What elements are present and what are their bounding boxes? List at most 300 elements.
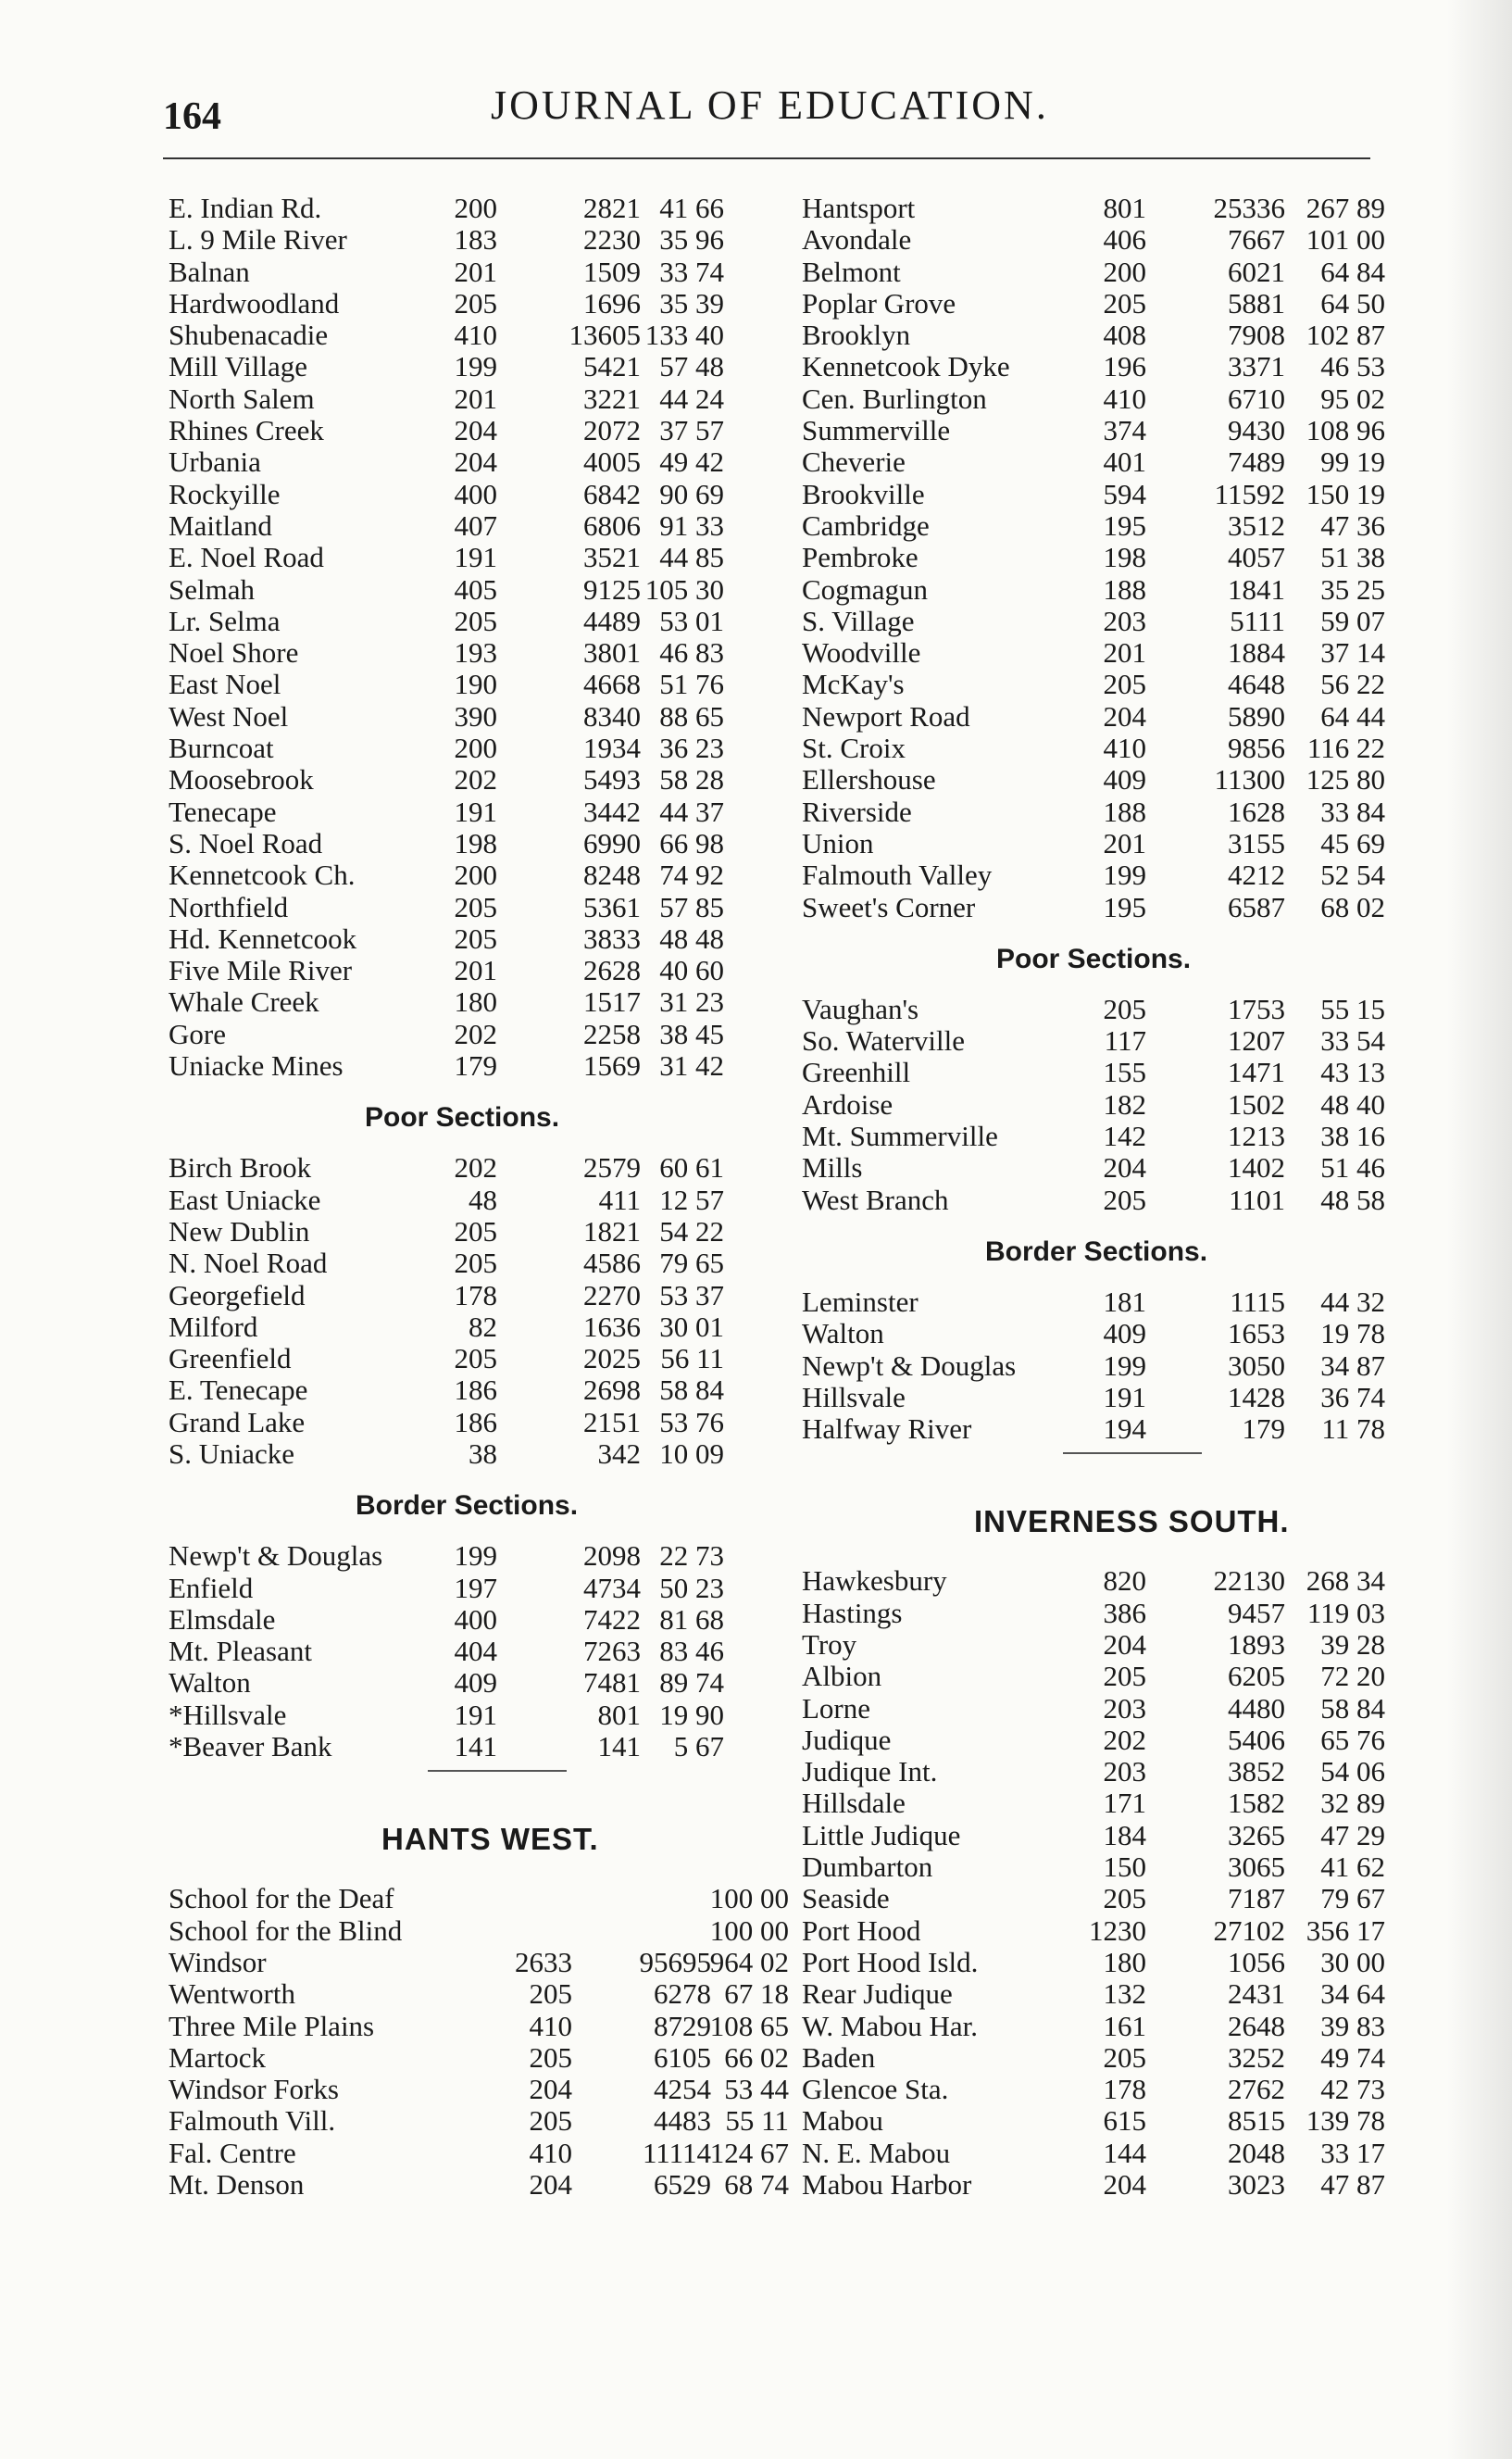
school-section-name: Gore xyxy=(169,1017,226,1050)
pupils-value: 199 xyxy=(454,350,497,383)
pupils-value: 202 xyxy=(454,1017,497,1050)
grant-amount-value: 31 23 xyxy=(659,985,724,1019)
section-heading-text: Poor Sections. xyxy=(365,1102,560,1134)
table-row xyxy=(802,797,1413,828)
total-days-value: 5421 xyxy=(583,350,641,383)
total-days-value: 13605 xyxy=(569,319,641,352)
grant-amount-value: 108 96 xyxy=(1306,414,1385,447)
school-section-name: Northfield xyxy=(169,890,289,923)
table-row xyxy=(802,2074,1413,2105)
school-section-name: Urbania xyxy=(169,445,261,479)
table-row xyxy=(802,637,1413,669)
total-days-value: 1402 xyxy=(1228,1151,1285,1185)
grant-amount-value: 51 46 xyxy=(1320,1151,1385,1185)
school-section-name: West Noel xyxy=(169,699,289,733)
table-row xyxy=(169,701,780,733)
table-row xyxy=(169,669,780,700)
section-heading xyxy=(169,1082,780,1152)
table-row xyxy=(169,574,780,606)
pupils-value: 205 xyxy=(454,1214,497,1248)
total-days-value: 2258 xyxy=(583,1017,641,1050)
total-days-value: 1821 xyxy=(583,1214,641,1248)
grant-amount-value: 36 23 xyxy=(659,732,724,765)
pupils-value: 205 xyxy=(1103,1660,1146,1693)
school-section-name: Leminster xyxy=(802,1285,918,1318)
school-section-name: Whale Creek xyxy=(169,985,319,1019)
total-days-value: 2270 xyxy=(583,1278,641,1311)
school-section-name: McKay's xyxy=(802,668,905,701)
table-row xyxy=(802,2169,1413,2201)
grant-amount-value: 30 00 xyxy=(1320,1945,1385,1978)
pupils-value: 196 xyxy=(1103,350,1146,383)
table-row xyxy=(802,1820,1413,1851)
grant-amount-value: 95 02 xyxy=(1320,382,1385,415)
table-row xyxy=(169,415,780,446)
county-heading-text: INVERNESS SOUTH. xyxy=(974,1504,1290,1539)
school-section-name: S. Uniacke xyxy=(169,1437,295,1470)
school-section-name: Hantsport xyxy=(802,192,916,224)
school-section-name: Newp't & Douglas xyxy=(802,1349,1017,1382)
page-header xyxy=(163,72,1367,137)
school-section-name: Halfway River xyxy=(802,1412,972,1446)
grant-amount-value: 81 68 xyxy=(659,1602,724,1636)
grant-amount-value: 30 01 xyxy=(659,1310,724,1343)
total-days-value: 801 xyxy=(597,1698,641,1731)
school-section-name: W. Mabou Har. xyxy=(802,2009,978,2042)
pupils-value: 142 xyxy=(1103,1120,1146,1153)
grant-amount-value: 41 66 xyxy=(659,192,724,224)
table-row xyxy=(802,1629,1413,1661)
grant-amount-value: 79 67 xyxy=(1320,1882,1385,1915)
pupils-value: 186 xyxy=(454,1405,497,1438)
pupils-value: 204 xyxy=(454,414,497,447)
table-row xyxy=(169,2009,789,2042)
table-row xyxy=(802,574,1413,606)
school-section-name: Mabou xyxy=(802,2104,883,2138)
county-heading-text: HANTS WEST. xyxy=(381,1822,599,1857)
table-row xyxy=(802,1947,1413,1978)
table-row xyxy=(802,701,1413,733)
total-days-value: 6990 xyxy=(583,826,641,859)
pupils-value: 48 xyxy=(469,1183,497,1216)
table-row xyxy=(169,859,780,891)
school-section-name: Martock xyxy=(169,2040,267,2074)
grant-amount-value: 48 48 xyxy=(659,922,724,955)
pupils-value: 38 xyxy=(469,1437,497,1470)
total-days-value: 25336 xyxy=(1213,192,1285,224)
table-row xyxy=(169,955,780,986)
section-table xyxy=(169,1882,789,2202)
total-days-value: 1213 xyxy=(1228,1120,1285,1153)
total-days-value: 6205 xyxy=(1228,1660,1285,1693)
total-days-value: 2579 xyxy=(583,1151,641,1185)
pupils-value: 180 xyxy=(454,985,497,1019)
pupils-value: 201 xyxy=(454,954,497,987)
grant-amount-value: 91 33 xyxy=(659,508,724,542)
total-days-value: 3833 xyxy=(583,922,641,955)
school-section-name: East Noel xyxy=(169,668,281,701)
table-row xyxy=(802,1915,1413,1947)
total-days-value: 6105 xyxy=(654,2040,711,2074)
total-days-value: 1841 xyxy=(1228,572,1285,606)
table-row xyxy=(802,257,1413,288)
total-days-value: 6710 xyxy=(1228,382,1285,415)
school-section-name: Albion xyxy=(802,1660,882,1693)
pupils-value: 184 xyxy=(1103,1818,1146,1851)
school-section-name: S. Noel Road xyxy=(169,826,323,859)
grant-amount-value: 67 18 xyxy=(724,1977,789,2011)
school-section-name: Mabou Harbor xyxy=(802,2168,972,2202)
total-days-value: 5361 xyxy=(583,890,641,923)
school-section-name: East Uniacke xyxy=(169,1183,321,1216)
school-section-name: Glencoe Sta. xyxy=(802,2073,949,2106)
table-row xyxy=(802,320,1413,351)
pupils-value: 188 xyxy=(1103,795,1146,828)
grant-amount-value: 33 17 xyxy=(1320,2136,1385,2169)
grant-amount-value: 39 83 xyxy=(1320,2009,1385,2042)
table-row xyxy=(169,1573,780,1604)
section-table xyxy=(802,994,1413,1216)
total-days-value: 11114 xyxy=(642,2136,711,2169)
total-days-value: 1636 xyxy=(583,1310,641,1343)
grant-amount-value: 32 89 xyxy=(1320,1787,1385,1820)
school-section-name: Kennetcook Ch. xyxy=(169,859,356,892)
table-row xyxy=(169,1343,780,1374)
table-row xyxy=(169,1913,789,1947)
grant-amount-value: 39 28 xyxy=(1320,1627,1385,1661)
grant-amount-value: 64 50 xyxy=(1320,286,1385,320)
school-section-name: Cheverie xyxy=(802,445,906,479)
table-row xyxy=(169,1882,789,1915)
school-section-name: Shubenacadie xyxy=(169,319,329,352)
pupils-value: 205 xyxy=(1103,286,1146,320)
table-row xyxy=(169,637,780,669)
grant-amount-value: 53 01 xyxy=(659,604,724,637)
school-section-name: Milford xyxy=(169,1310,258,1343)
grant-amount-value: 58 84 xyxy=(659,1374,724,1407)
grant-amount-value: 37 57 xyxy=(659,414,724,447)
table-row xyxy=(169,1700,780,1731)
grant-amount-value: 150 19 xyxy=(1306,477,1385,510)
school-section-name: Falmouth Valley xyxy=(802,859,993,892)
pupils-value: 202 xyxy=(454,763,497,797)
pupils-value: 200 xyxy=(454,192,497,224)
pupils-value: 178 xyxy=(1103,2073,1146,2106)
grant-amount-value: 46 53 xyxy=(1320,350,1385,383)
grant-amount-value: 43 13 xyxy=(1320,1056,1385,1089)
pupils-value: 200 xyxy=(454,859,497,892)
table-row xyxy=(802,288,1413,320)
school-section-name: E. Tenecape xyxy=(169,1374,308,1407)
grant-amount-value: 100 00 xyxy=(709,1882,789,1915)
pupils-value: 406 xyxy=(1103,223,1146,257)
table-row xyxy=(802,1350,1413,1382)
county-heading xyxy=(802,1463,1413,1565)
pupils-value: 186 xyxy=(454,1374,497,1407)
total-days-value: 1934 xyxy=(583,732,641,765)
table-row xyxy=(802,351,1413,383)
pupils-value: 181 xyxy=(1103,1285,1146,1318)
school-section-name: Walton xyxy=(802,1317,884,1350)
table-row xyxy=(802,1883,1413,1914)
school-section-name: Troy xyxy=(802,1627,857,1661)
pupils-value: 193 xyxy=(454,636,497,670)
school-section-name: Cogmagun xyxy=(802,572,929,606)
pupils-value: 204 xyxy=(1103,2168,1146,2202)
pupils-value: 205 xyxy=(1103,1882,1146,1915)
pupils-value: 204 xyxy=(529,2073,572,2106)
school-section-name: Hillsvale xyxy=(802,1380,906,1413)
table-row xyxy=(802,1413,1413,1445)
school-section-name: Selmah xyxy=(169,572,255,606)
school-section-name: Windsor Forks xyxy=(169,2073,339,2106)
school-section-name: Hardwoodland xyxy=(169,286,340,320)
section-heading xyxy=(802,923,1413,994)
grant-amount-value: 56 22 xyxy=(1320,668,1385,701)
school-section-name: Mt. Summerville xyxy=(802,1120,998,1153)
total-days-value: 7908 xyxy=(1228,319,1285,352)
total-days-value: 4483 xyxy=(654,2104,711,2138)
grant-amount-value: 44 32 xyxy=(1320,1285,1385,1318)
pupils-value: 204 xyxy=(454,445,497,479)
table-row xyxy=(169,1407,780,1438)
pupils-value: 132 xyxy=(1103,1977,1146,2011)
table-row xyxy=(802,479,1413,510)
grant-amount-value: 124 67 xyxy=(709,2136,789,2169)
pupils-value: 191 xyxy=(454,795,497,828)
pupils-value: 205 xyxy=(454,922,497,955)
grant-amount-value: 116 22 xyxy=(1306,732,1385,765)
pupils-value: 141 xyxy=(454,1730,497,1763)
total-days-value: 6278 xyxy=(654,1977,711,2011)
pupils-value: 194 xyxy=(1103,1412,1146,1446)
table-row xyxy=(169,1667,780,1699)
table-row xyxy=(802,1598,1413,1629)
table-row xyxy=(169,828,780,859)
divider xyxy=(169,1763,780,1781)
table-row xyxy=(169,224,780,256)
grant-amount-value: 72 20 xyxy=(1320,1660,1385,1693)
pupils-value: 410 xyxy=(454,319,497,352)
school-section-name: So. Waterville xyxy=(802,1024,966,1058)
total-days-value: 6529 xyxy=(654,2168,711,2202)
pupils-value: 594 xyxy=(1103,477,1146,510)
total-days-value: 4057 xyxy=(1228,541,1285,574)
pupils-value: 404 xyxy=(454,1635,497,1668)
total-days-value: 7489 xyxy=(1228,445,1285,479)
total-days-value: 342 xyxy=(597,1437,641,1470)
pupils-value: 205 xyxy=(529,2040,572,2074)
total-days-value: 1502 xyxy=(1228,1087,1285,1121)
school-section-name: Brookville xyxy=(802,477,925,510)
grant-amount-value: 52 54 xyxy=(1320,859,1385,892)
school-section-name: Port Hood xyxy=(802,1913,921,1947)
total-days-value: 8729 xyxy=(654,2009,711,2042)
school-section-name: Poplar Grove xyxy=(802,286,956,320)
school-section-name: Noel Shore xyxy=(169,636,299,670)
total-days-value: 3801 xyxy=(583,636,641,670)
table-row xyxy=(802,828,1413,859)
table-row xyxy=(802,542,1413,573)
table-row xyxy=(802,510,1413,542)
total-days-value: 6842 xyxy=(583,477,641,510)
divider xyxy=(802,1445,1413,1463)
table-row xyxy=(802,1382,1413,1413)
school-section-name: Fal. Centre xyxy=(169,2136,296,2169)
header-rule xyxy=(163,157,1370,159)
total-days-value: 6021 xyxy=(1228,255,1285,288)
grant-amount-value: 44 37 xyxy=(659,795,724,828)
table-row xyxy=(802,733,1413,764)
section-heading-text: Poor Sections. xyxy=(996,943,1192,974)
table-row xyxy=(802,1693,1413,1725)
grant-amount-value: 19 90 xyxy=(659,1698,724,1731)
school-section-name: Uniacke Mines xyxy=(169,1049,344,1083)
school-section-name: Avondale xyxy=(802,223,912,257)
table-row xyxy=(169,320,780,351)
table-row xyxy=(802,2011,1413,2042)
total-days-value: 27102 xyxy=(1213,1913,1285,1947)
table-row xyxy=(802,1057,1413,1088)
total-days-value: 1101 xyxy=(1229,1183,1285,1216)
total-days-value: 9856 xyxy=(1228,732,1285,765)
grant-amount-value: 42 73 xyxy=(1320,2073,1385,2106)
school-section-name: Hd. Kennetcook xyxy=(169,922,357,955)
pupils-value: 198 xyxy=(454,826,497,859)
total-days-value: 8248 xyxy=(583,859,641,892)
table-row xyxy=(169,1216,780,1248)
table-row xyxy=(802,1089,1413,1121)
pupils-value: 201 xyxy=(1103,636,1146,670)
school-section-name: Belmont xyxy=(802,255,901,288)
school-section-name: Walton xyxy=(169,1666,251,1700)
total-days-value: 3050 xyxy=(1228,1349,1285,1382)
pupils-value: 204 xyxy=(529,2168,572,2202)
school-section-name: Sweet's Corner xyxy=(802,890,976,923)
table-row xyxy=(169,1540,780,1572)
total-days-value: 6806 xyxy=(583,508,641,542)
grant-amount-value: 268 34 xyxy=(1306,1564,1385,1598)
grant-amount-value: 44 85 xyxy=(659,541,724,574)
table-row xyxy=(169,733,780,764)
page-edge-shadow xyxy=(1447,0,1512,2459)
pupils-value: 161 xyxy=(1103,2009,1146,2042)
section-heading-text: Border Sections. xyxy=(985,1236,1208,1267)
table-row xyxy=(802,764,1413,796)
total-days-value: 5406 xyxy=(1228,1723,1285,1756)
total-days-value: 8340 xyxy=(583,699,641,733)
grant-amount-value: 49 42 xyxy=(659,445,724,479)
grant-amount-value: 55 11 xyxy=(725,2104,789,2138)
table-row xyxy=(169,1050,780,1082)
table-row xyxy=(802,1788,1413,1819)
total-days-value: 11592 xyxy=(1214,477,1285,510)
pupils-value: 199 xyxy=(1103,859,1146,892)
school-section-name: Grand Lake xyxy=(169,1405,306,1438)
table-row xyxy=(169,797,780,828)
pupils-value: 205 xyxy=(454,1247,497,1280)
pupils-value: 205 xyxy=(1103,668,1146,701)
pupils-value: 200 xyxy=(454,732,497,765)
total-days-value: 2151 xyxy=(583,1405,641,1438)
total-days-value: 1653 xyxy=(1228,1317,1285,1350)
total-days-value: 5493 xyxy=(583,763,641,797)
grant-amount-value: 125 80 xyxy=(1306,763,1385,797)
total-days-value: 11300 xyxy=(1214,763,1285,797)
pupils-value: 401 xyxy=(1103,445,1146,479)
table-row xyxy=(802,1318,1413,1349)
school-section-name: Georgefield xyxy=(169,1278,306,1311)
school-section-name: L. 9 Mile River xyxy=(169,223,347,257)
section-heading xyxy=(802,1216,1413,1286)
pupils-value: 203 xyxy=(1103,604,1146,637)
table-row xyxy=(169,1977,789,2011)
grant-amount-value: 53 37 xyxy=(659,1278,724,1311)
county-heading xyxy=(169,1781,780,1883)
total-days-value: 7263 xyxy=(583,1635,641,1668)
school-section-name: Balnan xyxy=(169,255,250,288)
school-section-name: North Salem xyxy=(169,382,315,415)
grant-amount-value: 57 48 xyxy=(659,350,724,383)
total-days-value: 4254 xyxy=(654,2073,711,2106)
school-section-name: Burncoat xyxy=(169,732,274,765)
total-days-value: 7481 xyxy=(583,1666,641,1700)
school-section-name: Summerville xyxy=(802,414,951,447)
grant-amount-value: 37 14 xyxy=(1320,636,1385,670)
table-row xyxy=(802,1286,1413,1318)
total-days-value: 4005 xyxy=(583,445,641,479)
total-days-value: 3065 xyxy=(1228,1851,1285,1884)
school-section-name: Woodville xyxy=(802,636,921,670)
grant-amount-value: 100 00 xyxy=(709,1913,789,1947)
school-section-name: Hawkesbury xyxy=(802,1564,947,1598)
school-section-name: St. Croix xyxy=(802,732,906,765)
total-days-value: 3852 xyxy=(1228,1755,1285,1788)
pupils-value: 386 xyxy=(1103,1596,1146,1629)
table-row xyxy=(169,606,780,637)
pupils-value: 410 xyxy=(529,2136,572,2169)
grant-amount-value: 267 89 xyxy=(1306,192,1385,224)
section-table xyxy=(802,1286,1413,1445)
pupils-value: 405 xyxy=(454,572,497,606)
table-row xyxy=(169,764,780,796)
total-days-value: 1696 xyxy=(583,286,641,320)
school-section-name: Ardoise xyxy=(802,1087,893,1121)
grant-amount-value: 139 78 xyxy=(1306,2104,1385,2138)
table-row xyxy=(802,1185,1413,1216)
pupils-value: 179 xyxy=(454,1049,497,1083)
table-row xyxy=(169,1945,789,1978)
school-section-name: Vaughan's xyxy=(802,992,919,1025)
pupils-value: 205 xyxy=(454,890,497,923)
pupils-value: 410 xyxy=(1103,732,1146,765)
pupils-value: 409 xyxy=(1103,763,1146,797)
grant-amount-value: 90 69 xyxy=(659,477,724,510)
school-section-name: Judique Int. xyxy=(802,1755,938,1788)
total-days-value: 3442 xyxy=(583,795,641,828)
school-section-name: E. Noel Road xyxy=(169,541,324,574)
grant-amount-value: 31 42 xyxy=(659,1049,724,1083)
table-row xyxy=(169,1248,780,1279)
school-section-name: *Hillsvale xyxy=(169,1698,287,1731)
section-table xyxy=(169,1152,780,1470)
school-section-name: Lr. Selma xyxy=(169,604,281,637)
section-table xyxy=(802,193,1413,923)
school-section-name: Port Hood Isld. xyxy=(802,1945,979,1978)
school-section-name: Three Mile Plains xyxy=(169,2009,375,2042)
pupils-value: 195 xyxy=(1103,508,1146,542)
table-row xyxy=(802,2138,1413,2169)
